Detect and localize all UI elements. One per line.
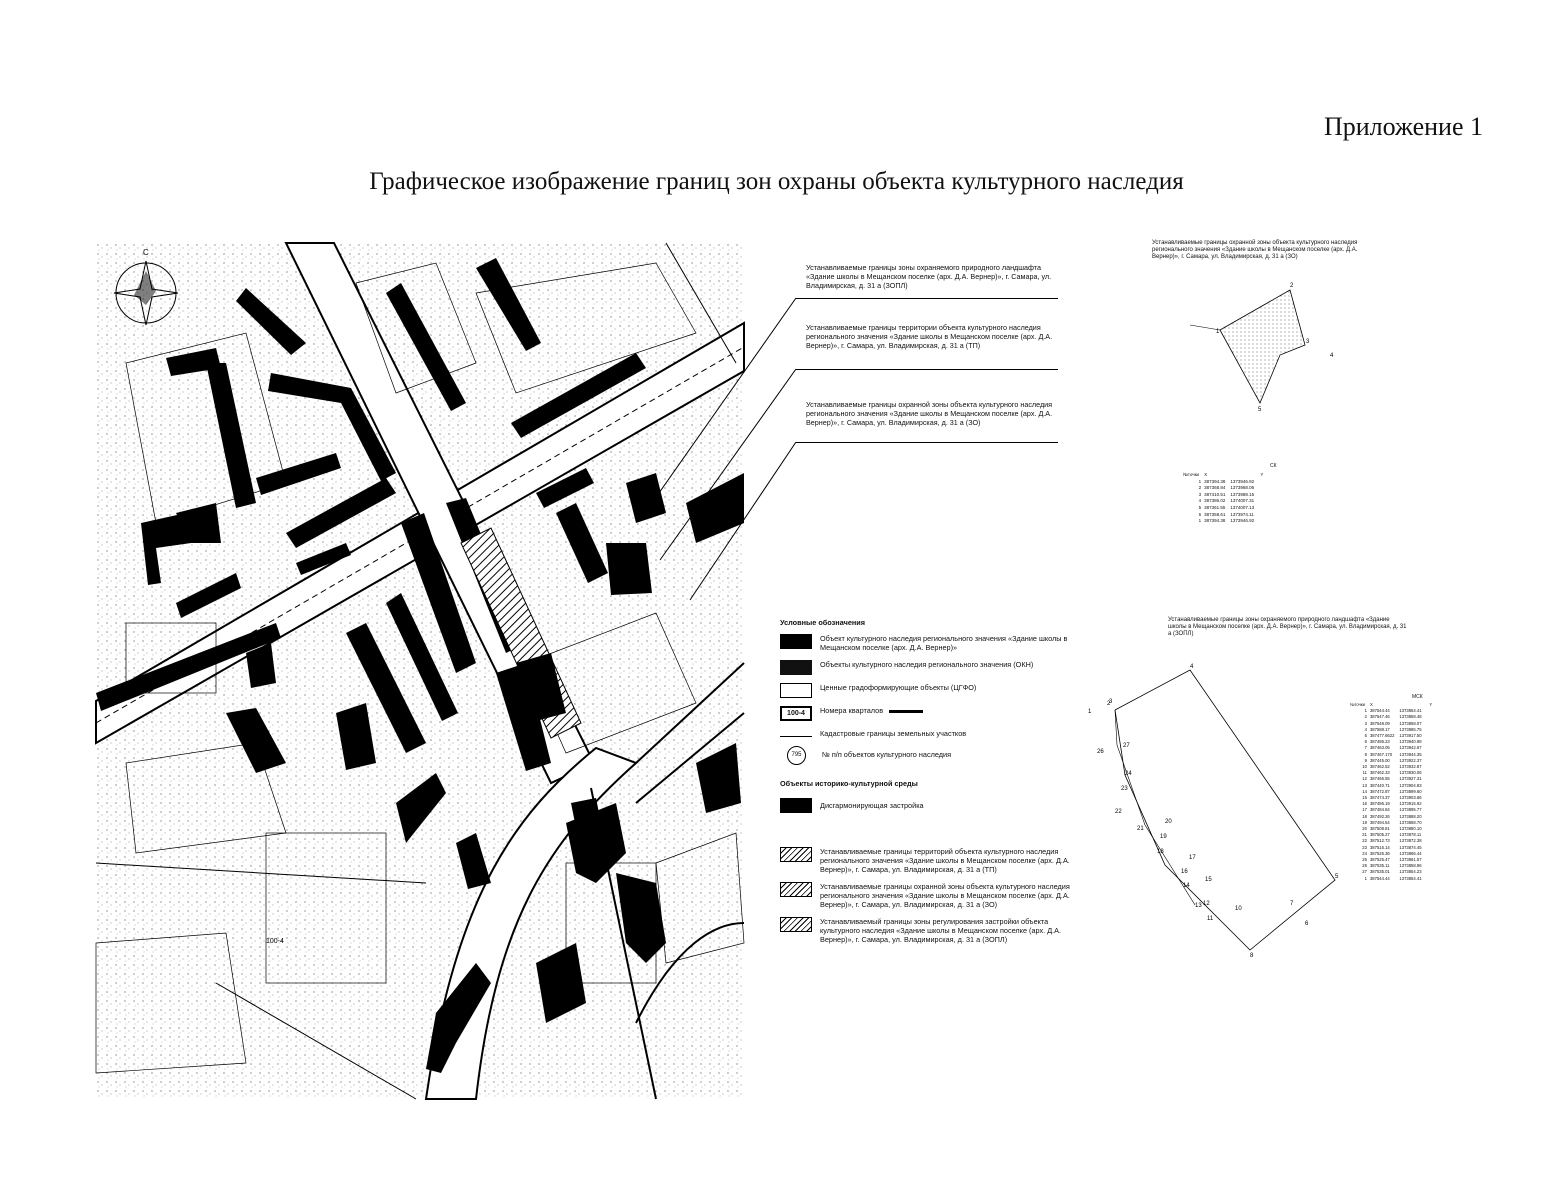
hatch-icon (780, 847, 812, 862)
point-label: 10 (1235, 906, 1242, 912)
dark-fill-icon (780, 660, 812, 675)
empty-box-icon (780, 683, 812, 698)
table-row: 1 387394.38 1373946.92 (1198, 478, 1255, 484)
point-label: 4 (1190, 664, 1194, 670)
table-row: 25 387525.47 1373861.57 (1362, 857, 1422, 863)
table-row: 5 387361.55 1374007.13 (1198, 504, 1255, 510)
point-label: 11 (1207, 916, 1214, 922)
table-row: 12 387466.55 1373927.31 (1362, 776, 1422, 782)
table-row: 24 387526.36 1373866.44 (1362, 850, 1422, 856)
thin-line-icon (780, 736, 812, 737)
table-row: 6 387486.23 1373940.98 (1364, 739, 1422, 745)
table-row: 9 387445.00 1373922.37 (1364, 757, 1422, 763)
callout-zopl: Устанавливаемые границы зоны охраняемого природного ландшафта «Здание школы в Мещанском поселке (арх. Д.А. Вернер)», г. Самара, ул. Владимирская, д. 31 а (ЗОПЛ) (806, 263, 1052, 290)
point-label: 21 (1137, 826, 1144, 832)
table-row: 17 387484.84 1373895.77 (1362, 807, 1422, 813)
appendix-label: Приложение 1 (1323, 112, 1483, 141)
point-label: 15 (1205, 877, 1212, 883)
table-row: 1 387544.44 1373854.41 (1364, 875, 1422, 881)
legend-item-cadastral: Кадастровые границы земельных участков (780, 729, 1080, 738)
panel-zopl-title: Устанавливаемые границы зоны охраняемого природного ландшафта «Здание школы в Мещанском поселке (арх. Д.А. Вернер)», г. Самара, ул. Владимирская, д. 31 а (ЗОПЛ) (1168, 617, 1407, 637)
point-label: 2 (1107, 701, 1111, 707)
legend-item-cgfo: Ценные градоформирующие объекты (ЦГФО) (780, 683, 1080, 698)
hatch-icon (780, 917, 812, 932)
point-label: 19 (1160, 834, 1167, 840)
point-label: 7 (1290, 901, 1294, 907)
thick-line-icon (889, 710, 923, 713)
table-row: 23 387515.14 1373874.45 (1362, 844, 1422, 850)
table-row: 4 387588.17 1373885.75 (1364, 726, 1422, 732)
panel-zo-title: Устанавливаемые границы охранной зоны объекта культурного наследия регионального значения «Здание школы в Мещанском поселке (арх. Д.А. Вернер)», г. Самара, ул. Владимирская, д. 31 а (ЗО) (1152, 240, 1358, 260)
point-label: 20 (1165, 819, 1172, 825)
point-label: 24 (1125, 771, 1132, 777)
point-label: 14 (1183, 883, 1190, 889)
point-label: 18 (1157, 849, 1164, 855)
table-row: 7 387463.05 1373942.67 (1364, 745, 1422, 751)
compass-north-label: С (143, 248, 149, 257)
legend-subheading: Объекты историко-культурной среды (780, 779, 918, 788)
callout-zo: Устанавливаемые границы охранной зоны объекта культурного наследия регионального значения «Здание школы в Мещанском поселке (арх. Д.А. Вернер)», г. Самара, ул. Владимирская, д. 31 а (ЗО) (806, 400, 1053, 427)
table-header-row: №точки X Y (1183, 472, 1264, 477)
table-row: 19 387494.54 1373868.70 (1362, 819, 1422, 825)
table-row: 8 387467.170 1373944.35 (1364, 751, 1422, 757)
table-row: 10 387462.52 1373932.87 (1362, 764, 1422, 770)
point-label: 3 (1109, 699, 1113, 705)
table-row: 14 387472.87 1373899.60 (1362, 788, 1422, 794)
point-label: 6 (1305, 921, 1309, 927)
callout-tp: Устанавливаемые границы территории объекта культурного наследия регионального значения «Здание школы в Мещанском поселке (арх. Д.А. Вернер)», г. Самара, ул. Владимирская, д. 31 а (ТП) (806, 323, 1053, 350)
table-row: 20 387508.81 1373880.10 (1362, 826, 1422, 832)
table-row: 6 387358.61 1373974.11 (1198, 511, 1254, 517)
point-label: 17 (1189, 855, 1196, 861)
legend-item-okn: Объекты культурного наследия регионального значения (ОКН) (780, 660, 1080, 675)
legend-item-zo: Устанавливаемые границы охранной зоны объекта культурного наследия регионального значения «Здание школы в Мещанском поселке (арх. Д.А. Вернер)», г. Самара, ул. Владимирская, д. 31 а (ЗО) (780, 882, 1080, 909)
panel-zopl-table (1350, 702, 1437, 882)
legend-item-zopl: Устанавливаемый границы зоны регулирования застройки объекта культурного наследия «Здание школы в Мещанском поселке (арх. Д.А. Вернер)», г. Самара, ул. Владимирская, д. 31 а (ЗОПЛ) (780, 917, 1080, 944)
svg-text:5: 5 (1258, 407, 1262, 413)
hatch-icon (780, 882, 812, 897)
table-row: 26 387535.11 1373858.96 (1362, 863, 1422, 869)
table-row: 1 387544.44 1373854.41 (1364, 708, 1422, 714)
table-header-row: №точки X Y (1350, 702, 1433, 707)
table-row: 22 387512.73 1373872.38 (1362, 838, 1422, 844)
black-fill-icon (780, 798, 812, 813)
svg-text:4: 4 (1330, 353, 1334, 359)
table-row: 3 387410.51 1373988.15 (1198, 491, 1255, 497)
table-row: 27 387535.01 1373854.23 (1362, 869, 1422, 875)
panel-zo-cs: СК (1270, 463, 1277, 469)
table-row: 5 387477.6622 1373917.50 (1364, 733, 1422, 739)
panel-zo-sketch (1180, 275, 1334, 415)
table-row: 13 387440.71 1373904.83 (1362, 782, 1422, 788)
svg-text:1: 1 (1216, 329, 1220, 335)
panel-zo-table (1183, 472, 1268, 525)
table-row: 16 387486.19 1373915.92 (1362, 801, 1422, 807)
table-row: 4 387386.02 1374007.31 (1198, 498, 1255, 504)
legend-item-okn-number: 795 № п/п объектов культурного наследия (780, 746, 1080, 765)
quarter-number-icon: 100-4 (780, 706, 812, 721)
svg-text:3: 3 (1306, 339, 1310, 345)
point-label: 22 (1115, 809, 1122, 815)
circle-number-icon: 795 (787, 746, 806, 765)
panel-zopl-cs: МСК (1412, 694, 1423, 700)
legend-item-discord: Дисгармонирующая застройка (780, 798, 1080, 813)
point-label: 1 (1088, 709, 1092, 715)
point-label: 16 (1181, 869, 1188, 875)
table-row: 15 387474.37 1373903.86 (1362, 795, 1422, 801)
point-label: 27 (1123, 743, 1130, 749)
table-row: 18 387492.26 1373888.20 (1362, 813, 1422, 819)
table-row: 21 387505.27 1373878.11 (1362, 832, 1422, 838)
table-row: 2 387547.46 1373858.48 (1364, 714, 1422, 720)
black-fill-icon (780, 634, 812, 649)
legend-item-tp: Устанавливаемые границы территорий объекта культурного наследия регионального значения «Здание школы в Мещанском поселке (арх. Д.А. Вернер)», г. Самара, ул. Владимирская, д. 31 а (ТП) (780, 847, 1080, 874)
page-title: Графическое изображение границ зон охраны объекта культурного наследия (369, 168, 1184, 195)
point-label: 26 (1097, 749, 1104, 755)
table-row: 1 387394.38 1373946.92 (1198, 518, 1255, 524)
svg-text:2: 2 (1290, 283, 1294, 289)
map-legend (780, 618, 1080, 952)
table-row: 3 387548.09 1373858.07 (1364, 720, 1422, 726)
point-label: 23 (1121, 786, 1128, 792)
legend-heading: Условные обозначения (780, 618, 866, 627)
panel-zopl-sketch (1085, 665, 1345, 965)
point-label: 8 (1250, 953, 1254, 959)
legend-item-quarters: 100-4 Номера кварталов (780, 706, 1080, 721)
svg-text:100-4: 100-4 (266, 938, 284, 945)
panel-zopl-rows (1350, 708, 1437, 882)
table-row: 11 387462.33 1373930.06 (1362, 770, 1422, 776)
point-label: 13 (1195, 903, 1202, 909)
legend-item-heritage-object: Объект культурного наследия регионального значения «Здание школы в Мещанском поселке (арх. Д.А. Вернер)» (780, 634, 1080, 652)
point-label: 12 (1203, 901, 1210, 907)
point-label: 5 (1335, 874, 1339, 880)
panel-zo-rows (1183, 479, 1268, 525)
table-row: 2 387368.84 1373968.06 (1198, 485, 1255, 491)
